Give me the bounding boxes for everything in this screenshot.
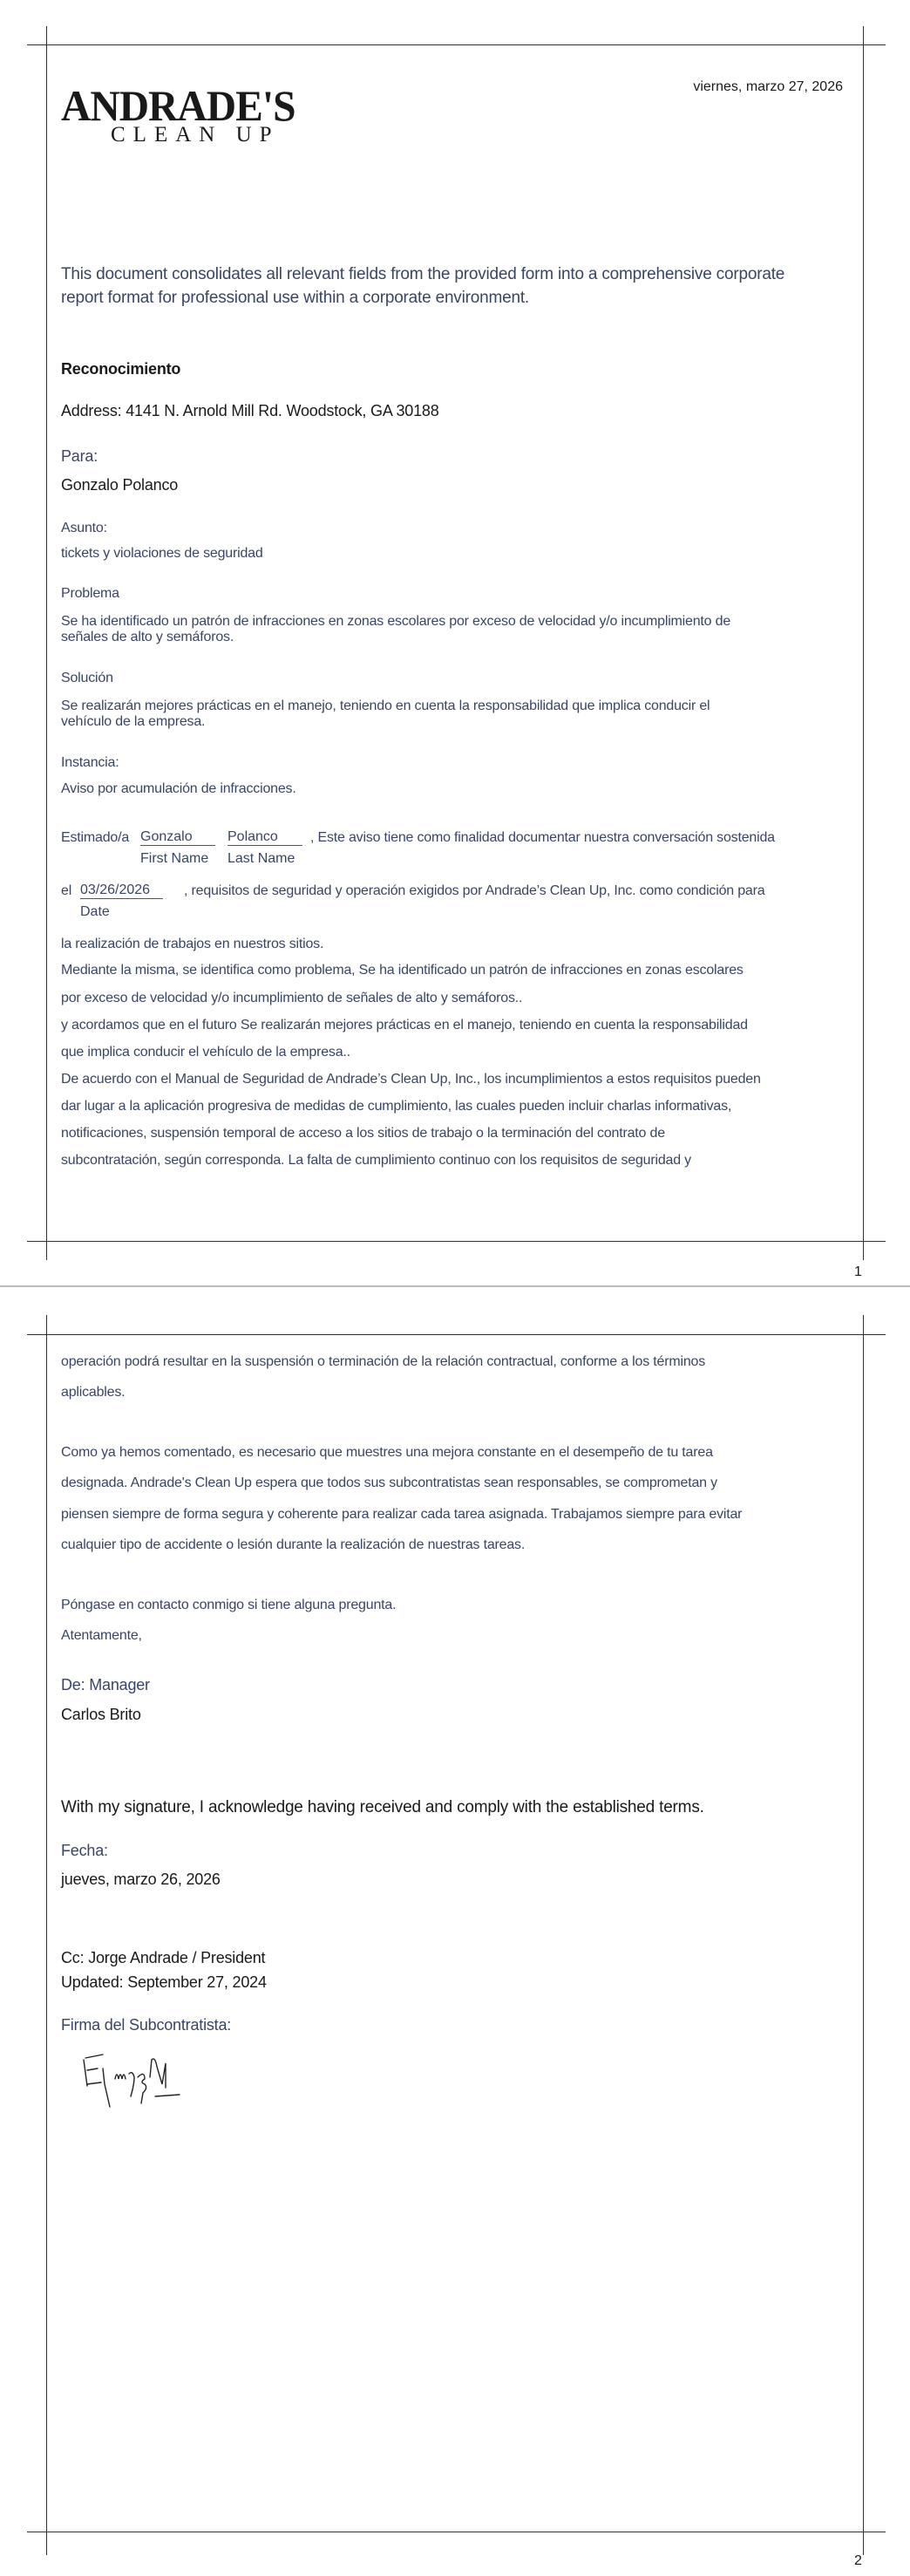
page1-top-border: [27, 44, 886, 45]
intro-line-1: This document consolidates all relevant fields from the provided form into a comprehensive corporate: [61, 265, 785, 283]
date-text: , requisitos de seguridad y operación exigidos por Andrade’s Clean Up, Inc. como condición para: [184, 883, 765, 898]
updated-line: Updated: September 27, 2024: [61, 1973, 267, 1991]
letter-line: aplicables.: [61, 1385, 126, 1400]
problema-value-2: señales de alto y semáforos.: [61, 630, 234, 644]
acknowledge-text: With my signature, I acknowledge having received and comply with the established terms.: [61, 1798, 704, 1816]
from-name: Carlos Brito: [61, 1706, 141, 1723]
page1-left-border: [46, 26, 47, 1260]
problema-value-1: Se ha identificado un patrón de infracciones en zonas escolares por exceso de velocidad y/o incumplimiento de: [61, 614, 731, 629]
estimado-label: Estimado/a: [61, 830, 130, 845]
letter-line: cualquier tipo de accidente o lesión durante la realización de nuestras tareas.: [61, 1537, 526, 1552]
letter-line: notificaciones, suspensión temporal de acceso a los sitios de trabajo o la terminación del contrato de: [61, 1126, 665, 1141]
section-title: Reconocimiento: [61, 360, 181, 378]
letter-line: que implica conducir el vehículo de la empresa..: [61, 1045, 350, 1060]
page2-right-border: [863, 1315, 864, 2555]
closing-line: Atentamente,: [61, 1628, 142, 1643]
page2-left-border: [46, 1315, 47, 2555]
letter-line: piensen siempre de forma segura y coherente para realizar cada tarea asignada. Trabajamos siempre para evitar: [61, 1507, 743, 1522]
solucion-value-1: Se realizarán mejores prácticas en el manejo, teniendo en cuenta la responsabilidad que implica conducir el: [61, 699, 710, 713]
letter-line: Como ya hemos comentado, es necesario que muestres una mejora constante en el desempeño de tu tarea: [61, 1445, 713, 1460]
letter-line: De acuerdo con el Manual de Seguridad de Andrade’s Clean Up, Inc., los incumplimientos a estos requisitos pueden: [61, 1072, 761, 1087]
page-number-1: 1: [854, 1264, 862, 1279]
cc-line: Cc: Jorge Andrade / President: [61, 1949, 266, 1966]
para-label: Para:: [61, 447, 98, 465]
para-value: Gonzalo Polanco: [61, 476, 179, 494]
date-field[interactable]: 03/26/2026: [80, 883, 163, 899]
letter-line: por exceso de velocidad y/o incumplimiento de señales de alto y semáforos..: [61, 991, 523, 1005]
firma-label: Firma del Subcontratista:: [61, 2016, 232, 2034]
letter-line: subcontratación, según corresponda. La falta de cumplimiento continuo con los requisitos de seguridad y: [61, 1153, 691, 1168]
letter-line: operación podrá resultar en la suspensión o terminación de la relación contractual, conforme a los términos: [61, 1354, 706, 1369]
date-caption: Date: [80, 904, 110, 919]
intro-line-2: report format for professional use within a corporate environment.: [61, 289, 530, 307]
first-name-field[interactable]: Gonzalo: [140, 829, 215, 846]
page1-right-border: [863, 26, 864, 1260]
last-name-field[interactable]: Polanco: [228, 829, 302, 846]
letter-line: dar lugar a la aplicación progresiva de medidas de cumplimiento, las cuales pueden incluir charlas informativas,: [61, 1099, 732, 1114]
address: Address: 4141 N. Arnold Mill Rd. Woodstock, GA 30188: [61, 402, 439, 419]
instancia-value: Aviso por acumulación de infracciones.: [61, 781, 296, 796]
from-label: De: Manager: [61, 1676, 150, 1693]
letter-line: Mediante la misma, se identifica como problema, Se ha identificado un patrón de infracciones en zonas escolares: [61, 963, 744, 978]
letter-line: y acordamos que en el futuro Se realizarán mejores prácticas en el manejo, teniendo en cuenta la responsabilidad: [61, 1018, 748, 1032]
page-separator: [0, 1285, 910, 1287]
instancia-label: Instancia:: [61, 755, 119, 770]
el-label: el: [61, 883, 72, 898]
letter-line: la realización de trabajos en nuestros sitios.: [61, 937, 324, 951]
asunto-value: tickets y violaciones de seguridad: [61, 546, 263, 561]
solucion-value-2: vehículo de la empresa.: [61, 714, 206, 729]
page2-top-border: [27, 1334, 886, 1335]
last-name-caption: Last Name: [228, 851, 295, 866]
fecha-label: Fecha:: [61, 1842, 108, 1859]
fecha-value: jueves, marzo 26, 2026: [61, 1871, 221, 1888]
asunto-label: Asunto:: [61, 521, 107, 535]
page1-bottom-border: [27, 1241, 886, 1242]
solucion-label: Solución: [61, 671, 113, 685]
first-name-caption: First Name: [140, 851, 209, 866]
signature-image: [78, 2049, 209, 2112]
contact-line: Póngase en contacto conmigo si tiene alguna pregunta.: [61, 1598, 397, 1612]
header-date: viernes, marzo 27, 2026: [693, 79, 843, 94]
letter-line: designada. Andrade's Clean Up espera que todos sus subcontratistas sean responsables, se comprometan y: [61, 1475, 717, 1490]
estimado-text: , Este aviso tiene como finalidad documentar nuestra conversación sostenida: [310, 830, 775, 845]
page-number-2: 2: [854, 2553, 862, 2568]
problema-label: Problema: [61, 586, 119, 601]
